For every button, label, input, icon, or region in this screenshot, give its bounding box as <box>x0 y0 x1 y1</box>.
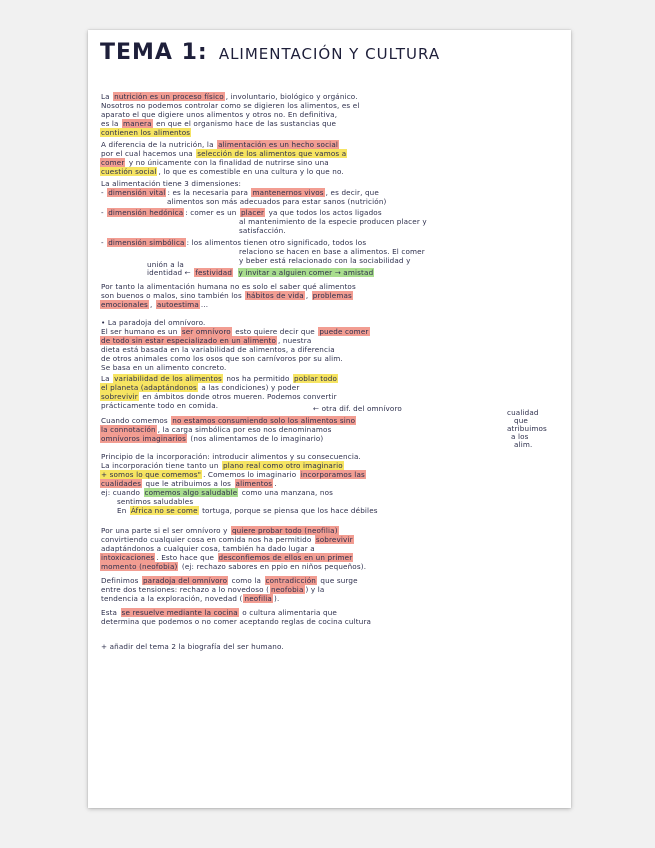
highlighted-text: comer <box>101 158 125 167</box>
note-text: : es la necesaria para <box>167 188 251 197</box>
note-line <box>100 392 338 401</box>
note-text: determina que podemos o no comer aceptando reglas de cocina cultura <box>101 617 372 626</box>
highlighted-text: sobrevivir <box>315 535 353 544</box>
note-line <box>100 535 354 544</box>
note-text: como una manzana, nos <box>239 488 334 497</box>
highlighted-text: se resuelve mediante la cocina <box>121 608 238 617</box>
note-text: La incorporación tiene tanto un <box>101 461 222 470</box>
highlighted-text: omnívoros imaginarios <box>101 434 186 443</box>
note-line <box>100 363 227 372</box>
note-text: , lo que es comestible en una cultura y lo que no. <box>158 167 344 176</box>
highlighted-text: momento (neofobia) <box>101 562 178 571</box>
highlighted-text: placer <box>240 208 265 217</box>
note-text: es la <box>101 119 122 128</box>
note-line <box>100 452 362 461</box>
note-text: que <box>514 416 528 425</box>
note-line <box>238 217 428 226</box>
note-line <box>100 374 338 383</box>
note-line <box>100 470 366 479</box>
note-text: unión a la <box>147 260 184 269</box>
note-line <box>100 553 353 562</box>
note-text: ← otra dif. del omnívoro <box>313 404 402 413</box>
note-text: La <box>101 374 113 383</box>
note-text: por el cual hacemos una <box>101 149 196 158</box>
note-text: (ej: rechazo sabores en ppio en niños pequeños). <box>179 562 367 571</box>
note-line <box>100 425 332 434</box>
note-line <box>100 594 280 603</box>
note-line <box>100 401 219 410</box>
note-line <box>100 488 334 497</box>
note-text: Por una parte si el ser omnívoro y <box>101 526 230 535</box>
note-text: La alimentación tiene 3 dimensiones: <box>101 179 242 188</box>
note-text: alim. <box>514 440 533 449</box>
note-text: tortuga, porque se piensa que los hace débiles <box>199 506 378 515</box>
note-text: ej: cuando <box>101 488 143 497</box>
note-line <box>100 345 336 354</box>
title-sub: ALIMENTACIÓN Y CULTURA <box>218 45 441 63</box>
note-text: entre dos tensiones: rechazo a lo novedoso ( <box>101 585 270 594</box>
note-line <box>238 247 426 256</box>
note-line <box>100 416 356 425</box>
note-text: El ser humano es un <box>101 327 180 336</box>
note-text: - <box>101 188 107 197</box>
highlighted-text: alimentación es un hecho social <box>218 140 339 149</box>
highlighted-text: contradicción <box>265 576 316 585</box>
note-text: al mantenimiento de la especie producen placer y <box>239 217 427 226</box>
highlighted-text: paradoja del omnívoro <box>142 576 228 585</box>
note-line <box>116 497 194 506</box>
note-line <box>100 158 330 167</box>
note-text: relaciono se hacen en base a alimentos. El comer <box>239 247 425 256</box>
note-text: atribuimos <box>507 424 547 433</box>
note-line <box>116 506 379 515</box>
note-text: Esta <box>101 608 120 617</box>
highlighted-text: poblar todo <box>294 374 338 383</box>
highlighted-text: autoestima <box>156 300 199 309</box>
note-text: a los <box>511 432 529 441</box>
note-text: dieta está basada en la variabilidad de alimentos, a diferencia <box>101 345 335 354</box>
note-line <box>100 318 206 327</box>
note-line <box>100 149 347 158</box>
note-text: • La paradoja del omnívoro. <box>101 318 206 327</box>
note-text: - <box>101 208 107 217</box>
note-text: + añadir del tema 2 la biografía del ser humano. <box>101 642 284 651</box>
note-text: que le atribuimos a los <box>143 479 234 488</box>
note-line <box>146 268 374 277</box>
highlighted-text: emocionales <box>101 300 148 309</box>
note-line <box>100 140 339 149</box>
note-line <box>100 608 338 617</box>
note-line <box>513 440 533 449</box>
note-text: que surge <box>317 576 358 585</box>
note-text: adaptándonos a cualquier cosa, también ha dado lugar a <box>101 544 315 553</box>
note-line <box>100 562 367 571</box>
note-text: Por tanto la alimentación humana no es solo el saber qué alimentos <box>101 282 356 291</box>
note-line <box>238 226 287 235</box>
note-text: ) y la <box>305 585 325 594</box>
note-text: , la carga simbólica por eso nos denominamos <box>157 425 332 434</box>
note-line <box>100 167 345 176</box>
note-text <box>233 268 237 277</box>
note-line <box>100 92 359 101</box>
note-line <box>100 208 383 217</box>
note-line <box>100 383 300 392</box>
note-text: : los alimentos tienen otro significado, todos los <box>186 238 367 247</box>
note-text: , involuntario, biológico y orgánico. <box>225 92 358 101</box>
highlighted-text: festividad <box>195 268 233 277</box>
note-text: sentimos saludables <box>117 497 194 506</box>
highlighted-text: intoxicaciones <box>101 553 155 562</box>
note-line <box>100 101 360 110</box>
highlighted-text: dimensión simbólica <box>108 238 185 247</box>
highlighted-text: problemas <box>312 291 352 300</box>
highlighted-text: puede comer <box>319 327 369 336</box>
highlighted-text: y invitar a alguien comer → amistad <box>238 268 374 277</box>
note-text: Nosotros no podemos controlar como se digieren los alimentos, es el <box>101 101 360 110</box>
note-text: satisfacción. <box>239 226 286 235</box>
note-text: - <box>101 238 107 247</box>
note-line <box>100 479 278 488</box>
note-text: ). <box>274 594 280 603</box>
note-text: (nos alimentamos de lo imaginario) <box>188 434 324 443</box>
highlighted-text: neofilia <box>244 594 272 603</box>
note-line <box>100 434 324 443</box>
note-line <box>100 544 316 553</box>
note-line <box>100 354 344 363</box>
note-text: a las condiciones) y poder <box>198 383 300 392</box>
highlighted-text: sobrevivir <box>101 392 138 401</box>
note-line <box>312 404 403 413</box>
highlighted-text: selección de los alimentos que vamos a <box>197 149 347 158</box>
highlighted-text: hábitos de vida <box>246 291 304 300</box>
note-text: cualidad <box>507 408 539 417</box>
note-text: y no únicamente con la finalidad de nutrirse sino una <box>126 158 329 167</box>
notebook-page <box>88 30 571 808</box>
note-text: aparato el que digiere unos alimentos y otros no. En definitiva, <box>101 110 338 119</box>
highlighted-text: el planeta (adaptándonos <box>101 383 197 392</box>
note-text: , nuestra <box>278 336 312 345</box>
note-text: de otros animales como los osos que son carnívoros por su alim. <box>101 354 343 363</box>
note-text: son buenos o malos, sino también los <box>101 291 245 300</box>
note-text: Cuando comemos <box>101 416 171 425</box>
note-line <box>100 461 344 470</box>
note-text: identidad ← <box>147 268 194 277</box>
highlighted-text: neofobia <box>271 585 304 594</box>
highlighted-text: la connotación <box>101 425 156 434</box>
highlighted-text: variabilidad de los alimentos <box>114 374 222 383</box>
note-text: convirtiendo cualquier cosa en comida nos ha permitido <box>101 535 314 544</box>
note-line <box>238 256 411 265</box>
highlighted-text: de todo sin estar especializado en un alimento <box>101 336 277 345</box>
note-text: Principio de la incorporación: introducir alimentos y su consecuencia. <box>101 452 361 461</box>
highlighted-text: quiere probar todo (neofilia) <box>231 526 338 535</box>
note-text: . <box>274 479 277 488</box>
page-title <box>100 40 440 65</box>
highlighted-text: cualidades <box>101 479 142 488</box>
note-text: . Comemos lo imaginario <box>203 470 299 479</box>
note-line <box>166 197 388 206</box>
highlighted-text: alimentos <box>235 479 273 488</box>
note-line <box>100 327 370 336</box>
title-main: TEMA 1: <box>100 40 208 65</box>
note-text: , <box>149 300 155 309</box>
highlighted-text: ser omnívoro <box>181 327 231 336</box>
highlighted-text: plano real como otro imaginario <box>223 461 343 470</box>
note-line <box>100 179 242 188</box>
note-line <box>100 576 359 585</box>
note-text: Se basa en un alimento concreto. <box>101 363 227 372</box>
highlighted-text: África no se come <box>130 506 198 515</box>
highlighted-text: mantenernos vivos <box>252 188 324 197</box>
highlighted-text: dimensión hedónica <box>108 208 184 217</box>
highlighted-text: no estamos consumiendo solo los alimentos sino <box>172 416 356 425</box>
note-text: esto quiere decir que <box>232 327 318 336</box>
highlighted-text: comemos algo saludable <box>144 488 238 497</box>
note-line <box>100 282 357 291</box>
note-text: , es decir, que <box>325 188 379 197</box>
note-text: ya que todos los actos ligados <box>266 208 382 217</box>
note-text: En <box>117 506 129 515</box>
highlighted-text: manera <box>123 119 152 128</box>
note-line <box>100 642 285 651</box>
note-text: prácticamente todo en comida. <box>101 401 219 410</box>
note-text: tendencia a la exploración, novedad ( <box>101 594 243 603</box>
note-text: nos ha permitido <box>223 374 293 383</box>
note-text: en que el organismo hace de las sustancias que <box>153 119 337 128</box>
highlighted-text: cuestión social <box>101 167 157 176</box>
highlighted-text: desconfiemos de ellos en un primer <box>218 553 353 562</box>
note-line <box>100 188 380 197</box>
highlighted-text: dimensión vital <box>108 188 166 197</box>
note-line <box>100 128 191 137</box>
highlighted-text: nutrición es un proceso físico <box>114 92 224 101</box>
note-text: alimentos son más adecuados para estar sanos (nutrición) <box>167 197 387 206</box>
note-text: en ámbitos donde otros mueren. Podemos convertir <box>139 392 337 401</box>
note-line <box>100 119 337 128</box>
note-line <box>100 585 325 594</box>
note-text: . Esto hace que <box>156 553 217 562</box>
note-line <box>100 300 209 309</box>
note-text: como la <box>229 576 264 585</box>
note-text: La <box>101 92 113 101</box>
note-text: , <box>305 291 311 300</box>
highlighted-text: contienen los alimentos <box>101 128 191 137</box>
note-text: o cultura alimentaria que <box>239 608 337 617</box>
note-line <box>100 617 372 626</box>
note-line <box>100 291 353 300</box>
note-text: ... <box>200 300 209 309</box>
highlighted-text: + somos lo que comemos" <box>101 470 202 479</box>
note-text: : comer es un <box>185 208 239 217</box>
note-line <box>100 526 339 535</box>
note-text: A diferencia de la nutrición, la <box>101 140 217 149</box>
note-line <box>100 336 312 345</box>
note-text: y beber está relacionado con la sociabilidad y <box>239 256 411 265</box>
note-line <box>100 110 338 119</box>
note-line <box>100 238 367 247</box>
note-text: Definimos <box>101 576 141 585</box>
highlighted-text: incorporamos las <box>300 470 365 479</box>
